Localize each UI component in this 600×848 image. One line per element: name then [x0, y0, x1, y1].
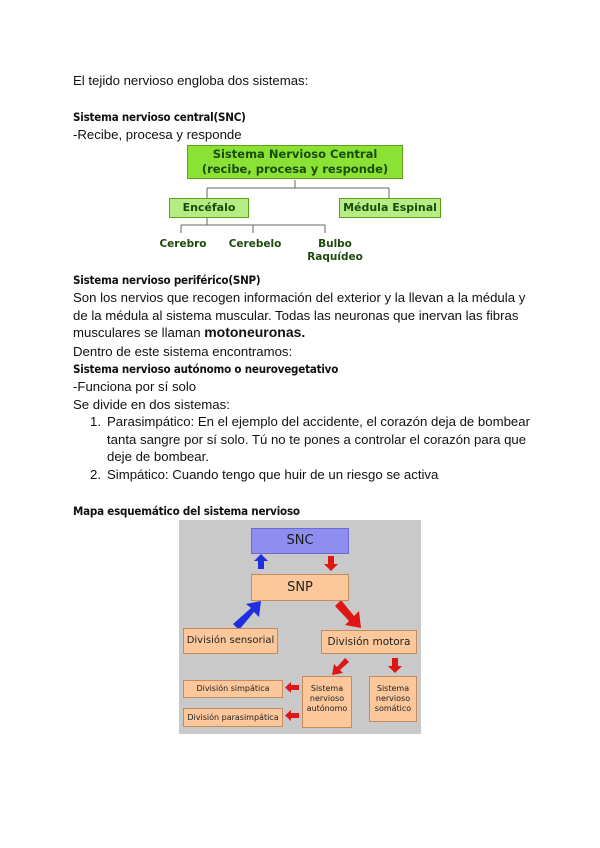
bulbo-line2: Raquídeo: [307, 251, 363, 263]
snc-main-box: [187, 145, 403, 179]
list-item-number: 2.: [90, 467, 101, 482]
arrow-autonomo-to-simpatica: [285, 682, 299, 693]
medula-espinal-box: Médula Espinal: [339, 198, 441, 218]
autonomo-line3: autónomo: [306, 704, 348, 713]
somatico-line2: nervioso: [375, 694, 411, 703]
map-snp-box: SNP: [251, 574, 349, 601]
arrow-motora-to-somatico: [388, 658, 402, 673]
snc-main-line1: Sistema Nervioso Central: [212, 147, 378, 161]
encefalo-box: Encéfalo: [169, 198, 249, 218]
snc-heading: Sistema nervioso central(SNC): [73, 110, 246, 124]
arrow-snp-to-snc: [254, 554, 268, 569]
division-parasimpatica-box: División parasimpática: [183, 708, 283, 727]
arrow-sensorial-to-snp: [233, 601, 261, 630]
list-item-text: Simpático: Cuando tengo que huir de un riesgo se activa: [107, 467, 439, 482]
snc-main-line2: (recibe, procesa y responde): [201, 162, 389, 176]
snc-description: -Recibe, procesa y responde: [73, 127, 242, 142]
list-item-number: 1.: [90, 414, 101, 429]
bulbo-raquideo-label: [303, 238, 367, 264]
list-item-text: Parasimpático: En el ejemplo del accidente, el corazón deja de bombear tanta sangre por sí solo. Tú no te pones a controlar el corazón para que deje de bombear.: [107, 414, 530, 464]
snp-paragraph-text: Son los nervios que recogen información del exterior y la llevan a la médula y de la médula al sistema muscular. Todas las neuronas que inervan las fibras musculares se llaman: [73, 290, 526, 340]
somatico-line1: Sistema: [376, 684, 410, 693]
cerebelo-label: Cerebelo: [228, 238, 282, 250]
motoneuronas-term: motoneuronas.: [204, 324, 306, 340]
arrow-motora-to-autonomo: [332, 658, 349, 675]
map-snc-box: SNC: [251, 528, 349, 554]
snp-within-text: Dentro de este sistema encontramos:: [73, 344, 293, 359]
divide-text: Se divide en dos sistemas:: [73, 397, 230, 412]
arrow-snc-to-snp: [324, 556, 338, 571]
division-sensorial-box: División sensorial: [183, 628, 278, 654]
autonomo-description: -Funciona por sí solo: [73, 379, 197, 394]
intro-text: El tejido nervioso engloba dos sistemas:: [73, 73, 309, 88]
arrow-autonomo-to-parasimpatica: [285, 710, 299, 721]
division-simpatica-box: División simpática: [183, 680, 283, 698]
autonomo-line2: nervioso: [309, 694, 345, 703]
snp-paragraph: [73, 289, 533, 342]
autonomo-line1: Sistema: [310, 684, 344, 693]
sistema-somatico-box: [369, 676, 417, 722]
nervous-system-map: [179, 520, 421, 734]
cerebro-label: Cerebro: [159, 238, 207, 250]
division-motora-box: División motora: [321, 630, 417, 654]
snp-heading: Sistema nervioso periférico(SNP): [73, 273, 261, 287]
bulbo-line1: Bulbo: [318, 238, 352, 250]
somatico-line3: somático: [374, 704, 412, 713]
sistema-autonomo-box: [302, 676, 352, 728]
snc-diagram: [155, 143, 445, 268]
autonomo-heading: Sistema nervioso autónomo o neurovegetativo: [73, 362, 339, 376]
mapa-heading: Mapa esquemático del sistema nervioso: [73, 504, 300, 518]
arrow-snp-to-motora: [335, 600, 361, 628]
